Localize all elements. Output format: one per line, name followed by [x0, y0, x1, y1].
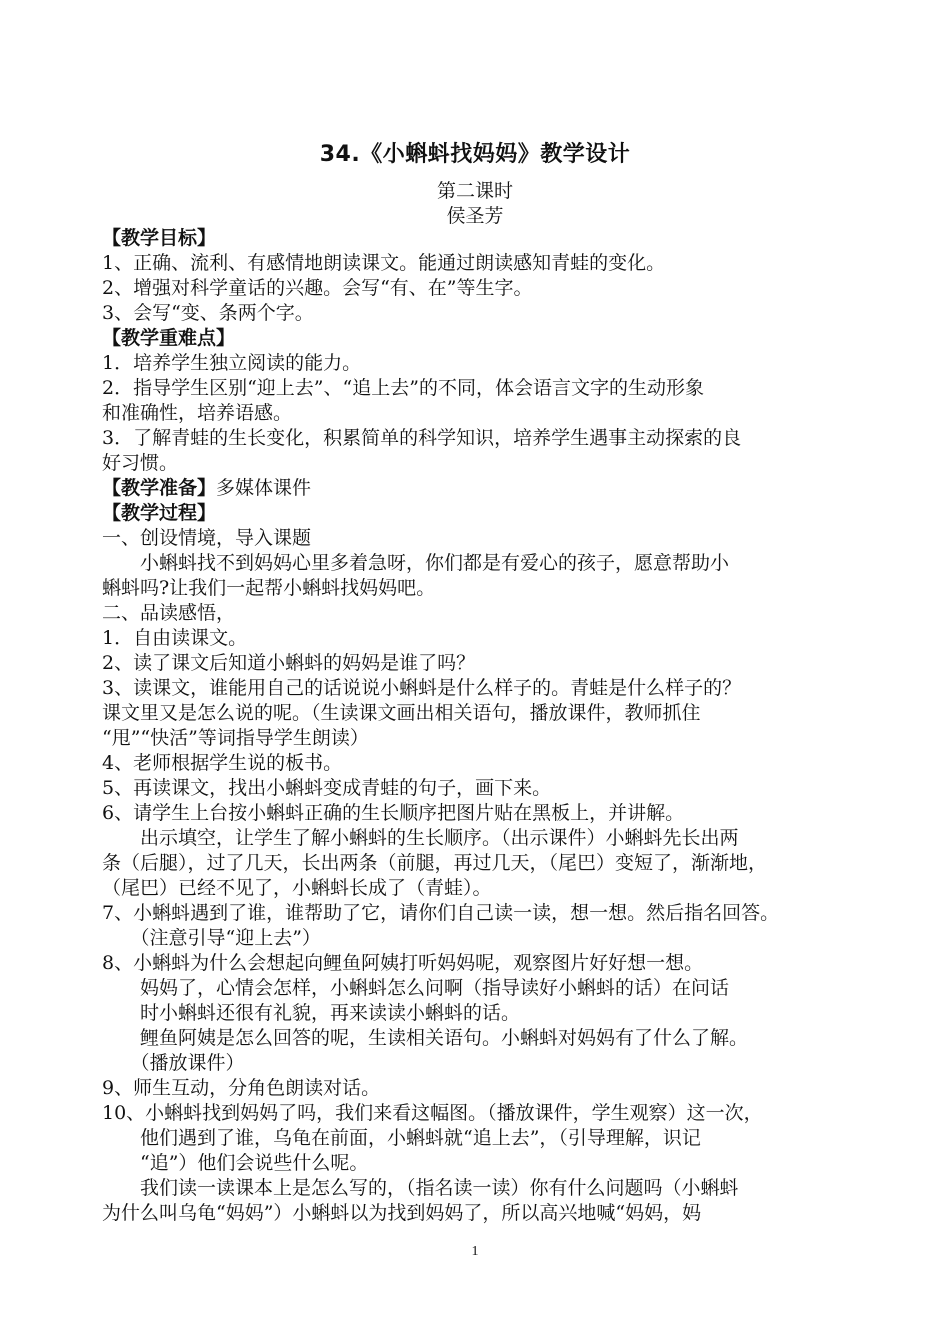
text-line: 3．了解青蛙的生长变化，积累简单的科学知识，培养学生遇事主动探索的良 [102, 427, 742, 449]
text-line: 他们遇到了谁，乌龟在前面，小蝌蚪就“追上去”，（引导理解，识记 [102, 1127, 701, 1149]
section-heading-inline [102, 476, 852, 500]
text-line: 7、小蝌蚪遇到了谁，谁帮助了它，请你们自己读一读，想一想。然后指名回答。 [102, 902, 780, 924]
text-line: 3、读课文，谁能用自己的话说说小蝌蚪是什么样子的。青蛙是什么样子的？ [102, 677, 742, 699]
text-line: 我们读一读课本上是怎么写的，（指名读一读）你有什么问题吗（小蝌蚪 [102, 1177, 739, 1199]
document-title: 34.《小蝌蚪找妈妈》教学设计 [319, 142, 631, 167]
text-line: 二、品读感悟， [102, 602, 236, 624]
section-heading: 【教学过程】 [102, 502, 217, 524]
text-line: 出示填空，让学生了解小蝌蚪的生长顺序。（出示课件）小蝌蚪先长出两 [102, 827, 739, 849]
text-line: （尾巴）已经不见了，小蝌蚪长成了（青蛙）。 [102, 877, 492, 899]
text-line: （播放课件） [102, 1052, 245, 1074]
text-line: 妈妈了，心情会怎样，小蝌蚪怎么问啊（指导读好小蝌蚪的话）在问话 [102, 977, 730, 999]
text-line: 2．指导学生区别“迎上去”、“追上去”的不同，体会语言文字的生动形象 [102, 377, 704, 399]
text-line: （注意引导“迎上去”） [102, 927, 321, 949]
text-line: 时小蝌蚪还很有礼貌，再来读读小蝌蚪的话。 [102, 1002, 521, 1024]
text-line: 课文里又是怎么说的呢。（生读课文画出相关语句，播放课件，教师抓住 [102, 702, 701, 724]
text-line: 1．自由读课文。 [102, 627, 248, 649]
inline-heading-label: 【教学准备】 [102, 477, 217, 499]
text-line: 6、请学生上台按小蝌蚪正确的生长顺序把图片贴在黑板上，并讲解。 [102, 802, 685, 824]
inline-heading-text: 多媒体课件 [216, 477, 312, 499]
text-line: 2、增强对科学童话的兴趣。会写“有、在”等生字。 [102, 277, 533, 299]
text-line: 鲤鱼阿姨是怎么回答的呢，生读相关语句。小蝌蚪对妈妈有了什么了解。 [102, 1027, 749, 1049]
text-line: “甩”“快活”等词指导学生朗读） [102, 727, 369, 749]
text-line: 10、小蝌蚪找到妈妈了吗，我们来看这幅图。（播放课件，学生观察）这一次， [102, 1102, 763, 1124]
text-line: 好习惯。 [102, 452, 179, 474]
text-line: 1．培养学生独立阅读的能力。 [102, 352, 362, 374]
section-heading: 【教学目标】 [102, 227, 217, 249]
text-line: 8、小蝌蚪为什么会想起向鲤鱼阿姨打听妈妈呢，观察图片好好想一想。 [102, 952, 704, 974]
text-line: 5、再读课文，找出小蝌蚪变成青蛙的句子，画下来。 [102, 777, 552, 799]
text-line: 为什么叫乌龟“妈妈”）小蝌蚪以为找到妈妈了，所以高兴地喊“妈妈，妈 [102, 1202, 702, 1224]
text-line: 条（后腿），过了几天，长出两条（前腿，再过几天，（尾巴）变短了，渐渐地， [102, 852, 768, 874]
text-line: 一、创设情境，导入课题 [102, 527, 312, 549]
text-line: 蝌蚪吗?让我们一起帮小蝌蚪找妈妈吧。 [102, 577, 436, 599]
text-line: 小蝌蚪找不到妈妈心里多着急呀，你们都是有爱心的孩子，愿意帮助小 [102, 552, 730, 574]
text-line: 2、读了课文后知道小蝌蚪的妈妈是谁了吗？ [102, 652, 476, 674]
text-line: 1、正确、流利、有感情地朗读课文。能通过朗读感知青蛙的变化。 [102, 252, 666, 274]
text-line: 和准确性，培养语感。 [102, 402, 293, 424]
text-line: 4、老师根据学生说的板书。 [102, 752, 343, 774]
author-name: 侯圣芳 [446, 205, 504, 227]
text-line: 9、师生互动，分角色朗读对话。 [102, 1077, 381, 1099]
text-line: 3、会写“变、条两个字。 [102, 302, 314, 324]
text-line: “追”）他们会说些什么呢。 [102, 1152, 369, 1174]
page-number: 1 [471, 1244, 479, 1259]
lesson-label: 第二课时 [436, 180, 513, 202]
section-heading: 【教学重难点】 [102, 327, 236, 349]
